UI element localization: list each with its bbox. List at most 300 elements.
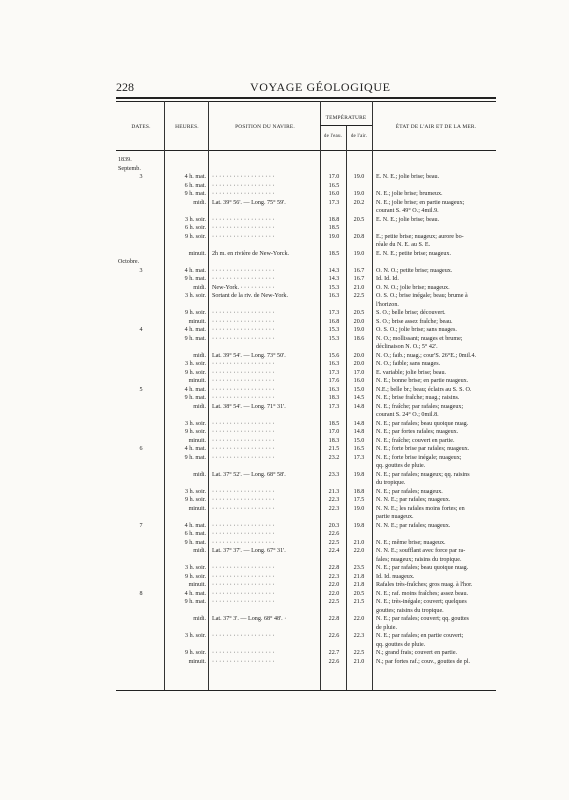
row-temp-eau: 22.8 xyxy=(328,616,340,622)
row-hour: minuit. xyxy=(188,658,206,665)
row-state: N. O.; mollissant; nuages et brume; xyxy=(376,335,463,342)
row-temp-eau: 21.5 xyxy=(328,446,340,452)
row-state: qq. gouttes de pluie. xyxy=(376,463,426,469)
table-row xyxy=(0,250,569,258)
row-position: · · · · · · · · · · · · · · · · · · xyxy=(212,378,275,384)
row-hour: 9 h. mat. xyxy=(184,191,206,197)
row-state: N. E.; par rafales; en partie couvert; xyxy=(376,633,464,639)
row-position: · · · · · · · · · · · · · · · · · · xyxy=(212,233,275,240)
row-temp-air: 22.5 xyxy=(353,650,365,656)
row-temp-eau: 16.0 xyxy=(328,191,340,197)
row-state: N. E.; même brise; nuageux. xyxy=(376,539,446,546)
row-position: · · · · · · · · · · · · · · · · · · xyxy=(212,650,275,656)
row-state: N.; par fortes raf.; couv., gouttes de pl. xyxy=(376,658,471,665)
row-state: N. O.; faib.; nuag.; cour'S. 26°E.; 0mil.4. xyxy=(376,352,477,359)
table-row xyxy=(0,547,569,555)
row-temp-eau: 18.5 xyxy=(328,250,340,257)
row-position: · · · · · · · · · · · · · · · · · · xyxy=(212,488,275,495)
row-hour: 3 h. soir. xyxy=(185,633,206,639)
row-temp-eau: 18.3 xyxy=(328,395,340,401)
table-row xyxy=(0,284,569,292)
table-row xyxy=(0,624,569,632)
row-hour: 3 h. soir. xyxy=(185,293,206,299)
row-position: · · · · · · · · · · · · · · · · · · xyxy=(212,420,275,427)
table-row xyxy=(0,275,569,283)
row-temp-eau: 15.3 xyxy=(328,335,340,342)
row-date: 8 xyxy=(139,590,143,597)
row-hour: 9 h. mat. xyxy=(184,276,206,282)
row-state: N. E.; par rafales; couvert; qq. gouttes xyxy=(376,616,469,622)
page-title: VOYAGE GÉOLOGIQUE xyxy=(250,80,391,94)
row-temp-air: 19.8 xyxy=(353,471,365,478)
row-temp-air: 19.8 xyxy=(353,522,365,529)
row-hour: 3 h. soir. xyxy=(185,565,206,571)
table-row xyxy=(0,335,569,343)
row-date: 4 xyxy=(139,327,143,333)
table-row xyxy=(0,216,569,224)
row-state: réale du N. E. au S. E. xyxy=(376,242,431,248)
table-row xyxy=(0,343,569,351)
row-temp-eau: 22.0 xyxy=(328,590,340,597)
table-row xyxy=(0,241,569,249)
row-temp-eau: 14.3 xyxy=(328,276,340,282)
row-temp-air: 21.8 xyxy=(353,582,365,588)
row-state: fales; nuageux; raisins du tropique. xyxy=(376,556,462,563)
row-state: N. N. E.; par rafales; nuageux. xyxy=(376,522,451,529)
row-temp-air: 20.5 xyxy=(353,216,365,223)
row-state: N. N. E.; les rafales moins fortes; en xyxy=(376,505,465,512)
row-state: N. N. E.; par rafales; nuageux. xyxy=(376,497,451,503)
row-position: · · · · · · · · · · · · · · · · · · xyxy=(212,446,275,452)
row-temp-air: 21.5 xyxy=(353,599,365,605)
table-row xyxy=(0,403,569,411)
row-temp-eau: 22.3 xyxy=(328,505,340,512)
row-state: N. E.; fraîche; par rafales; nuageux; xyxy=(376,403,464,410)
table-row xyxy=(0,658,569,666)
row-position: · · · · · · · · · · · · · · · · · · xyxy=(212,565,275,571)
row-temp-eau: 14.3 xyxy=(328,267,340,274)
table-row xyxy=(0,156,569,164)
row-temp-air: 21.0 xyxy=(353,658,365,665)
row-state: N. E.; par rafales; nuageux. xyxy=(376,488,443,495)
temperature-underline xyxy=(320,125,372,126)
row-position: Lat. 37° 37'. — Long. 67° 31'. xyxy=(212,548,286,554)
row-position: · · · · · · · · · · · · · · · · · · xyxy=(212,216,275,223)
row-hour: minuit. xyxy=(188,437,206,444)
table-row xyxy=(0,318,569,326)
row-position: · · · · · · · · · · · · · · · · · · xyxy=(212,361,275,367)
row-position: · · · · · · · · · · · · · · · · · · xyxy=(212,267,275,274)
row-hour: 6 h. soir. xyxy=(185,225,206,231)
row-hour: 3 h. soir. xyxy=(185,361,206,367)
row-hour: 6 h. mat. xyxy=(184,182,206,189)
row-temp-air: 16.7 xyxy=(353,267,365,274)
row-temp-air: 22.3 xyxy=(353,633,365,639)
row-temp-air: 19.0 xyxy=(353,174,365,180)
table-row xyxy=(0,386,569,394)
row-temp-air: 14.8 xyxy=(353,403,365,410)
row-hour: minuit. xyxy=(188,378,206,384)
row-hour: midi. xyxy=(193,199,206,206)
row-hour: midi. xyxy=(193,352,206,359)
row-temp-air: 16.0 xyxy=(353,378,365,384)
row-date: 3 xyxy=(139,174,143,180)
row-state: l'horizon. xyxy=(376,301,399,308)
row-temp-eau: 16.3 xyxy=(328,361,340,367)
row-temp-air: 17.0 xyxy=(353,369,365,376)
row-hour: 3 h. soir. xyxy=(185,488,206,495)
table-row xyxy=(0,428,569,436)
row-state: N. E.; très-inégale; couvert; quelques xyxy=(376,599,467,605)
row-date: Octobre. xyxy=(118,259,140,265)
row-state: N. E.; bonne brise; en partie nuageux. xyxy=(376,378,469,384)
row-temp-air: 14.5 xyxy=(353,395,365,401)
row-position: Lat. 39° 56'. — Long. 75° 59'. xyxy=(212,199,286,206)
row-state: N. E.; par rafales; beau quoique nuag. xyxy=(376,565,469,571)
header-temperature: TEMPÉRATURE xyxy=(325,115,367,121)
row-date: 7 xyxy=(139,522,143,529)
row-state: N. E.; fraîche; couvert en partie. xyxy=(376,437,455,444)
table-row xyxy=(0,309,569,317)
row-temp-eau: 15.3 xyxy=(328,327,340,333)
row-temp-air: 21.0 xyxy=(353,539,365,546)
row-temp-air: 16.7 xyxy=(353,276,365,282)
row-temp-eau: 22.4 xyxy=(328,548,340,554)
table-row xyxy=(0,615,569,623)
row-date: 3 xyxy=(139,267,143,274)
header-etat: ÉTAT DE L'AIR ET DE LA MER. xyxy=(395,124,477,130)
row-state: S. O.; belle brise; découvert. xyxy=(376,310,446,316)
row-temp-eau: 23.2 xyxy=(328,454,340,461)
row-state: N. N. E.; soufflant avec force par ra- xyxy=(376,548,466,554)
row-position: 2h m. en rivière de New-Yorck. xyxy=(212,250,290,257)
row-temp-air: 22.0 xyxy=(353,548,365,554)
row-position: · · · · · · · · · · · · · · · · · · xyxy=(212,327,275,333)
table-row xyxy=(0,471,569,479)
row-hour: 4 h. mat. xyxy=(184,522,206,529)
row-hour: 9 h. soir. xyxy=(185,429,206,435)
row-hour: 9 h. soir. xyxy=(185,369,206,376)
row-hour: midi. xyxy=(193,616,206,622)
row-temp-eau: 21.3 xyxy=(328,488,340,495)
row-temp-eau: 16.8 xyxy=(328,318,340,325)
row-state: N. E.; forte brise inégale; nuageux; xyxy=(376,454,462,461)
row-temp-eau: 23.3 xyxy=(328,471,340,478)
table-row xyxy=(0,539,569,547)
row-position: Lat. 39° 54'. — Long. 73° 50'. xyxy=(212,352,286,359)
row-temp-air: 19.0 xyxy=(353,327,365,333)
row-position: · · · · · · · · · · · · · · · · · · xyxy=(212,191,275,197)
table-row xyxy=(0,454,569,462)
row-hour: 4 h. mat. xyxy=(184,174,206,180)
row-hour: minuit. xyxy=(188,505,206,512)
row-position: New-York. · · · · · · · · · · xyxy=(212,284,275,291)
row-temp-eau: 22.3 xyxy=(328,497,340,503)
row-hour: minuit. xyxy=(188,582,206,588)
table-row xyxy=(0,632,569,640)
row-position: · · · · · · · · · · · · · · · · · · xyxy=(212,599,275,605)
row-temp-air: 23.5 xyxy=(353,565,365,571)
row-position: · · · · · · · · · · · · · · · · · · xyxy=(212,318,275,325)
row-temp-eau: 22.3 xyxy=(328,573,340,580)
row-state: courant S. 24° O.; 0mil.8. xyxy=(376,412,439,418)
table-row xyxy=(0,360,569,368)
row-hour: midi. xyxy=(193,284,206,291)
row-temp-air: 20.5 xyxy=(353,310,365,316)
row-state: S. O.; brise assez fraîche; beau. xyxy=(376,318,453,325)
row-temp-eau: 18.8 xyxy=(328,216,340,223)
table-row xyxy=(0,369,569,377)
row-date: 5 xyxy=(139,386,143,393)
row-position: · · · · · · · · · · · · · · · · · · xyxy=(212,573,275,580)
table-row xyxy=(0,513,569,521)
row-hour: 3 h. soir. xyxy=(185,420,206,427)
row-hour: 4 h. mat. xyxy=(184,446,206,452)
row-position: · · · · · · · · · · · · · · · · · · xyxy=(212,539,275,546)
row-temp-air: 21.0 xyxy=(353,284,365,291)
row-hour: minuit. xyxy=(188,318,206,325)
row-temp-eau: 22.6 xyxy=(328,633,340,639)
row-position: · · · · · · · · · · · · · · · · · · xyxy=(212,429,275,435)
row-state: gouttes; raisins du tropique. xyxy=(376,607,444,614)
row-state: N. E.; jolie brise; brumeux. xyxy=(376,191,443,197)
row-temp-air: 20.8 xyxy=(353,233,365,240)
row-temp-eau: 17.3 xyxy=(328,403,340,410)
table-row xyxy=(0,352,569,360)
table-row xyxy=(0,445,569,453)
row-temp-eau: 17.0 xyxy=(328,429,340,435)
top-rule-thick xyxy=(116,97,496,99)
row-state: N. E.; jolie brise; en partie nuageux; xyxy=(376,199,465,206)
row-temp-air: 15.0 xyxy=(353,437,365,444)
row-state: E. variable; jolie brise; beau. xyxy=(376,369,447,376)
row-hour: midi. xyxy=(193,548,206,554)
table-row xyxy=(0,522,569,530)
row-temp-air: 17.3 xyxy=(353,454,365,461)
row-position: · · · · · · · · · · · · · · · · · · xyxy=(212,437,275,444)
row-date: 1839. xyxy=(118,157,132,163)
table-row xyxy=(0,641,569,649)
row-hour: 9 h. mat. xyxy=(184,454,206,461)
table-row xyxy=(0,199,569,207)
row-state: E.; petite brise; nuageux; aurore bo- xyxy=(376,233,464,240)
row-temp-eau: 22.6 xyxy=(328,531,340,537)
row-temp-air: 14.8 xyxy=(353,420,365,427)
table-row xyxy=(0,530,569,538)
row-temp-eau: 22.7 xyxy=(328,650,340,656)
row-position: · · · · · · · · · · · · · · · · · · xyxy=(212,369,275,376)
row-state: N. E.; par fortes rafales; nuageux. xyxy=(376,429,459,435)
table-row xyxy=(0,488,569,496)
table-row xyxy=(0,505,569,513)
row-temp-air: 20.0 xyxy=(353,352,365,359)
row-temp-eau: 18.5 xyxy=(328,420,340,427)
row-hour: 9 h. soir. xyxy=(185,497,206,503)
table-row xyxy=(0,590,569,598)
row-state: N. E.; forte brise par rafales; nuageux. xyxy=(376,446,470,452)
header-position: POSITION DU NAVIRE. xyxy=(235,124,295,130)
top-rule-thin xyxy=(116,101,496,102)
row-temp-eau: 17.3 xyxy=(328,310,340,316)
table-row xyxy=(0,556,569,564)
row-temp-air: 18.8 xyxy=(353,488,365,495)
row-state: N. O.; faible; sans nuages. xyxy=(376,361,441,367)
table-row xyxy=(0,173,569,181)
row-hour: 4 h. mat. xyxy=(184,386,206,393)
row-position: · · · · · · · · · · · · · · · · · · xyxy=(212,522,275,529)
row-temp-eau: 17.3 xyxy=(328,199,340,206)
row-position: · · · · · · · · · · · · · · · · · · xyxy=(212,633,275,639)
row-state: E. N. E.; petite brise; nuageux. xyxy=(376,250,451,257)
row-state: N.E.; belle br.; beau; éclairs au S. S. O. xyxy=(376,386,472,393)
row-hour: 9 h. soir. xyxy=(185,233,206,240)
table-row xyxy=(0,479,569,487)
table-row xyxy=(0,267,569,275)
row-hour: midi. xyxy=(193,471,206,478)
row-temp-eau: 22.6 xyxy=(328,658,340,665)
row-temp-air: 22.0 xyxy=(353,616,365,622)
row-temp-eau: 18.5 xyxy=(328,225,340,231)
row-position: Sortant de la riv. de New-York. xyxy=(212,293,288,299)
row-state: N. E.; par rafales; nuageux; qq. raisins xyxy=(376,471,470,478)
row-state: du tropique. xyxy=(376,480,406,486)
row-temp-eau: 16.3 xyxy=(328,386,340,393)
row-hour: minuit. xyxy=(188,250,206,257)
table-row xyxy=(0,190,569,198)
row-state: O. N. O.; petite brise; nuageux. xyxy=(376,267,453,274)
table-row xyxy=(0,598,569,606)
row-position: · · · · · · · · · · · · · · · · · · xyxy=(212,497,275,503)
row-temp-eau: 18.3 xyxy=(328,437,340,444)
row-state: O. S. O.; brise inégale; beau; brume à xyxy=(376,293,468,299)
table-row xyxy=(0,292,569,300)
table-row xyxy=(0,411,569,419)
row-hour: 4 h. mat. xyxy=(184,590,206,597)
row-temp-eau: 22.0 xyxy=(328,582,340,588)
row-state: déclinaison N. O.; 5° 42'. xyxy=(376,344,438,350)
row-state: N.; grand frais; couvert en partie. xyxy=(376,650,458,656)
header-dates: DATES. xyxy=(131,124,151,130)
table-row xyxy=(0,258,569,266)
row-state: N. E.; brise fraîche; nuag.; raisins. xyxy=(376,395,460,401)
table-row xyxy=(0,207,569,215)
row-state: partie nuageux. xyxy=(376,514,414,520)
row-hour: 9 h. soir. xyxy=(185,573,206,580)
row-temp-air: 21.8 xyxy=(353,573,365,580)
table-row xyxy=(0,182,569,190)
row-temp-eau: 19.0 xyxy=(328,233,340,240)
bottom-rule xyxy=(116,690,496,691)
table-row xyxy=(0,649,569,657)
table-row xyxy=(0,573,569,581)
table-row xyxy=(0,437,569,445)
row-position: · · · · · · · · · · · · · · · · · · xyxy=(212,658,275,665)
row-temp-eau: 16.5 xyxy=(328,182,340,189)
row-temp-air: 19.0 xyxy=(353,191,365,197)
row-temp-air: 20.0 xyxy=(353,361,365,367)
row-state: Id. Id. Id. xyxy=(376,276,399,282)
table-row xyxy=(0,496,569,504)
row-position: Lat. 37° 52'. — Long. 68° 58'. xyxy=(212,471,286,478)
row-hour: 9 h. mat. xyxy=(184,335,206,342)
row-temp-air: 20.5 xyxy=(353,590,365,597)
row-temp-air: 19.0 xyxy=(353,250,365,257)
row-temp-eau: 15.6 xyxy=(328,352,340,359)
row-temp-air: 18.6 xyxy=(353,335,365,342)
row-state: N. E.; raf. moins fraîches; assez beau. xyxy=(376,590,469,597)
row-temp-eau: 17.0 xyxy=(328,174,340,180)
table-row xyxy=(0,420,569,428)
row-temp-eau: 22.5 xyxy=(328,539,340,546)
header-heures: HEURES. xyxy=(175,124,199,130)
row-state: de pluie. xyxy=(376,624,397,631)
row-temp-air: 17.5 xyxy=(353,497,365,503)
row-hour: 4 h. mat. xyxy=(184,327,206,333)
table-row xyxy=(0,462,569,470)
row-temp-eau: 15.3 xyxy=(328,284,340,291)
row-hour: 9 h. mat. xyxy=(184,539,206,546)
row-hour: 9 h. soir. xyxy=(185,650,206,656)
row-position: · · · · · · · · · · · · · · · · · · xyxy=(212,531,275,537)
table-row xyxy=(0,326,569,334)
row-position: · · · · · · · · · · · · · · · · · · xyxy=(212,225,275,231)
table-row xyxy=(0,607,569,615)
row-position: · · · · · · · · · · · · · · · · · · xyxy=(212,590,275,597)
row-position: Lat. 37° 3'. — Long. 68° 48'. · xyxy=(212,616,287,622)
row-temp-air: 22.5 xyxy=(353,293,365,299)
row-position: · · · · · · · · · · · · · · · · · · xyxy=(212,182,275,189)
row-temp-air: 16.5 xyxy=(353,446,365,452)
table-row xyxy=(0,224,569,232)
row-state: courant S. 49° O.; 4mil.9. xyxy=(376,208,439,214)
row-temp-eau: 16.3 xyxy=(328,293,340,299)
row-date: Septemb. xyxy=(118,165,141,172)
row-temp-eau: 20.3 xyxy=(328,522,340,529)
row-hour: 6 h. mat. xyxy=(184,531,206,537)
row-hour: 3 h. soir. xyxy=(185,216,206,223)
row-position: · · · · · · · · · · · · · · · · · · xyxy=(212,454,275,461)
row-state: Id. Id. nuageux. xyxy=(376,573,415,580)
row-state: N. E.; par rafales; beau quoique nuag. xyxy=(376,420,469,427)
table-row xyxy=(0,233,569,241)
page-number: 228 xyxy=(116,80,134,94)
row-state: qq. gouttes de pluie. xyxy=(376,641,426,648)
row-temp-air: 14.8 xyxy=(353,429,365,435)
header-bottom-rule xyxy=(116,150,496,151)
header-eau: de l'eau. xyxy=(323,134,343,139)
row-date: 6 xyxy=(139,446,143,452)
row-state: O. S. O.; jolie brise; sans nuages. xyxy=(376,327,457,333)
row-position: · · · · · · · · · · · · · · · · · · xyxy=(212,505,275,512)
header-air: de l'air. xyxy=(350,134,368,139)
row-temp-air: 20.2 xyxy=(353,199,365,206)
table-row xyxy=(0,581,569,589)
table-row xyxy=(0,564,569,572)
row-position: · · · · · · · · · · · · · · · · · · xyxy=(212,395,275,401)
row-state: E. N. E.; jolie brise; beau. xyxy=(376,174,440,180)
row-temp-air: 20.0 xyxy=(353,318,365,325)
row-temp-air: 19.0 xyxy=(353,505,365,512)
row-hour: 9 h. soir. xyxy=(185,310,206,316)
row-hour: 9 h. mat. xyxy=(184,599,206,605)
row-position: Lat. 38° 54'. — Long. 71° 31'. xyxy=(212,403,286,410)
row-hour: 9 h. mat. xyxy=(184,395,206,401)
table-row xyxy=(0,165,569,173)
row-position: · · · · · · · · · · · · · · · · · · xyxy=(212,310,275,316)
row-temp-eau: 22.5 xyxy=(328,599,340,605)
row-position: · · · · · · · · · · · · · · · · · · xyxy=(212,335,275,342)
row-state: O. N. O.; jolie brise; nuageux. xyxy=(376,284,450,291)
